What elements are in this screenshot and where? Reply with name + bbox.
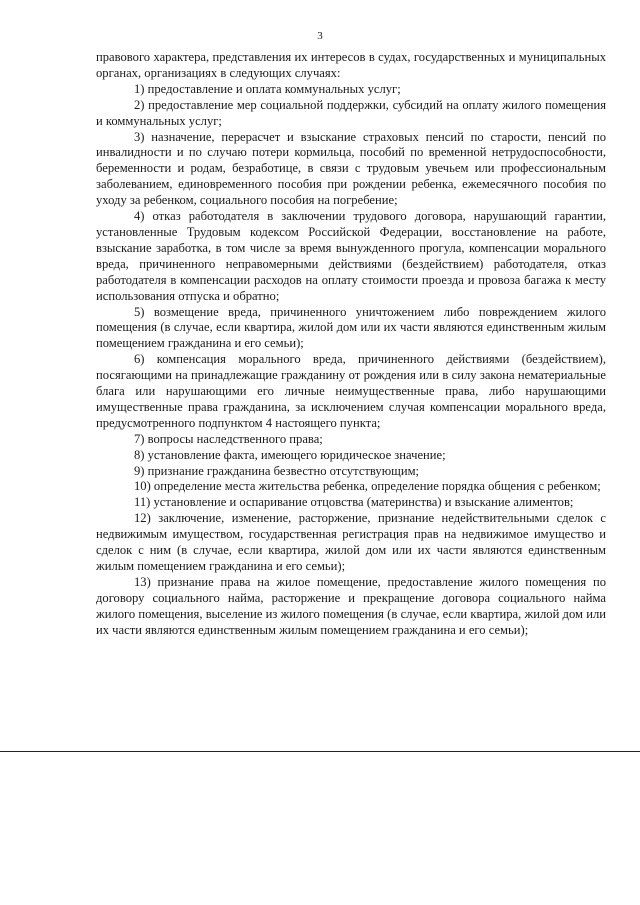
- list-item-7: 7) вопросы наследственного права;: [134, 431, 323, 446]
- document-body: [96, 50, 606, 639]
- list-item-3: 3) назначение, перерасчет и взыскание страховых пенсий по старости, пенсий по инвалидности и по случаю потери кормильца, пособий по временной нетрудоспособности, беременности и родам, безработице, в связи с трудовым увечьем или профессиональным заболеванием, единовременного пособия при рождении ребенка, ежемесячного пособия по уходу за ребенком, социального пособия на погребение;: [96, 129, 606, 208]
- list-item-10: 10) определение места жительства ребенка, определение порядка общения с ребенком;: [134, 479, 601, 494]
- list-item-9: 9) признание гражданина безвестно отсутствующим;: [134, 463, 420, 478]
- list-item-4: 4) отказ работодателя в заключении трудового договора, нарушающий гарантии, установленные Трудовым кодексом Российской Федерации, восстановление на работе, взыскание заработка, в том числе за время вынужденного прогула, компенсации морального вреда, причиненного неправомерными действиями (бездействием) работодателя, отказ работодателя в компенсации расходов на оплату стоимости проезда и провоза багажа к месту использования отпуска и обратно;: [96, 209, 606, 303]
- list-item-11: 11) установление и оспаривание отцовства (материнства) и взыскание алиментов;: [134, 495, 574, 510]
- page-number: 3: [317, 30, 323, 42]
- list-item-1: 1) предоставление и оплата коммунальных услуг;: [134, 81, 401, 96]
- list-item-12: 12) заключение, изменение, расторжение, признание недействительными сделок с недвижимым имуществом, государственная регистрация прав на недвижимое имущество и сделок с ним (в случае, если квартира, жилой дом или их части являются единственным жилым помещением гражданина и его семьи);: [96, 511, 606, 573]
- page-divider: [0, 751, 640, 752]
- list-item-8: 8) установление факта, имеющего юридическое значение;: [134, 447, 446, 462]
- list-item-6: 6) компенсация морального вреда, причиненного действиями (бездействием), посягающими на принадлежащие гражданину от рождения или в силу закона нематериальные блага или нарушающими его личные неимущественные права, либо нарушающими имущественные права гражданина, за исключением случая компенсации морального вреда, предусмотренного подпунктом 4 настоящего пункта;: [96, 352, 606, 430]
- list-item-13: 13) признание права на жилое помещение, предоставление жилого помещения по договору социального найма, расторжение и прекращение договора социального найма жилого помещения, выселение из жилого помещения (в случае, если квартира, жилой дом или их части являются единственным жилым помещением гражданина и его семьи);: [96, 574, 606, 637]
- paragraph-intro: правового характера, представления их интересов в судах, государственных и муниципальных органах, организациях в следующих случаях:: [96, 50, 606, 80]
- list-item-5: 5) возмещение вреда, причиненного уничтожением либо повреждением жилого помещения (в случае, если квартира, жилой дом или их части являются единственным жилым помещением гражданина и его семьи);: [96, 304, 606, 351]
- list-item-2: 2) предоставление мер социальной поддержки, субсидий на оплату жилого помещения и коммунальных услуг;: [96, 97, 606, 128]
